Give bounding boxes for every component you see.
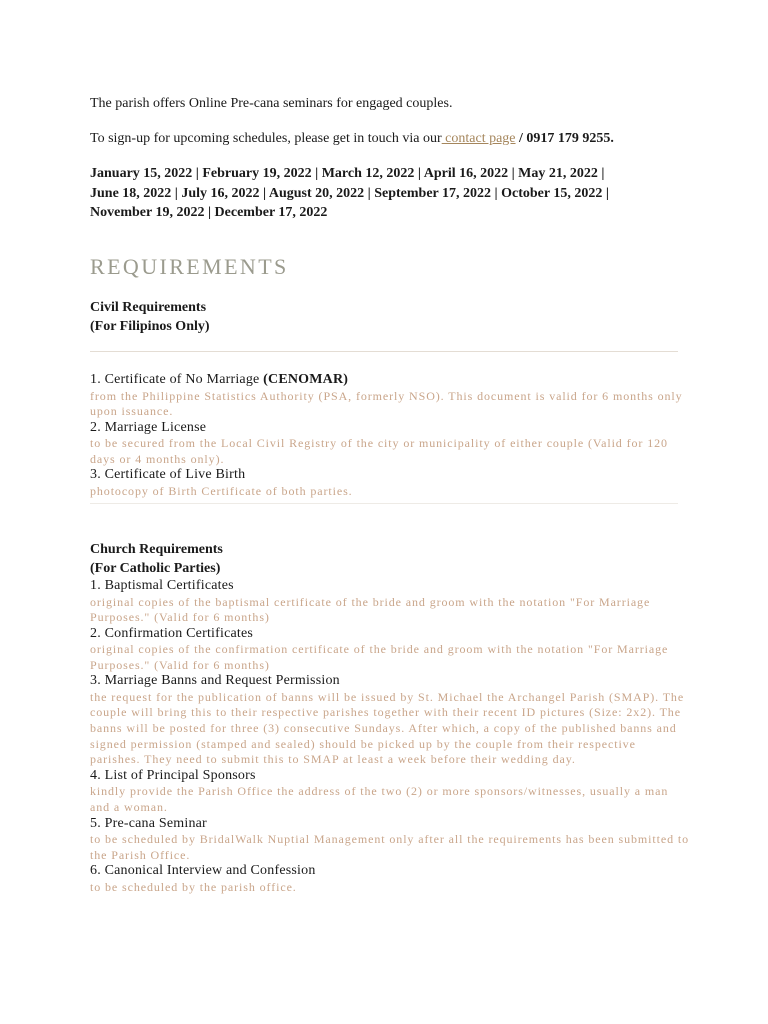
church-requirements [90,540,690,895]
church-title: Church Requirements [90,542,223,557]
seminar-dates [90,164,690,223]
requirements-heading: REQUIREMENTS [90,254,289,279]
church-subtitle: (For Catholic Parties) [90,561,221,576]
list-item-desc: from the Philippine Statistics Authority (PSA, formerly NSO). This document is valid for 6 months only upon issuance. [90,388,683,419]
list-item-title: 6. Canonical Interview and Confession [90,863,316,879]
list-item-desc: to be scheduled by the parish office. [90,879,297,894]
list-item-desc: original copies of the baptismal certificate of the bride and groom with the notation "For Marriage Purposes." (Valid for 6 months) [90,594,651,625]
list-item-title: 3. Marriage Banns and Request Permission [90,673,340,689]
intro-text: The parish offers Online Pre-cana seminars for engaged couples. [90,96,453,111]
list-item-desc: the request for the publication of banns will be issued by St. Michael the Archangel Parish (SMAP). The couple will bring this to their respective parishes together with their recent ID pictures (Size: 2x2). The banns will be posted for three (3) consecutive Sundays. After which, a copy of the published banns and signed permission (stamped and sealed) should be picked up by the couple from their respective parishes. They need to submit this to SMAP at least a week before their wedding day. [90,689,685,767]
list-item-title: 3. Certificate of Live Birth [90,467,246,483]
list-item-desc: to be scheduled by BridalWalk Nuptial Management only after all the requirements has been submitted to the Parish Office. [90,832,690,862]
dates-line: January 15, 2022 | February 19, 2022 | March 12, 2022 | April 16, 2022 | May 21, 2022 | [90,166,605,181]
civil-title: Civil Requirements [90,300,207,315]
list-item-desc: to be secured from the Local Civil Registry of the city or municipality of either couple (Valid for 120 days or 4 months only). [90,436,668,466]
divider [90,503,678,504]
list-item-title: 2. Marriage License [90,419,207,435]
list-item-title: 5. Pre-cana Seminar [90,815,207,831]
list-item-title: 1. Baptismal Certificates [90,578,234,593]
dates-line: November 19, 2022 | December 17, 2022 [90,205,328,220]
list-item-title: 4. List of Principal Sponsors [90,767,256,783]
list-item-title: 2. Confirmation Certificates [90,625,254,641]
divider [90,351,678,352]
list-item-desc: kindly provide the Parish Office the address of the two (2) or more sponsors/witnesses, usually a man and a woman. [90,784,669,814]
civil-requirements-list [90,372,690,499]
list-item-desc: photocopy of Birth Certificate of both parties. [90,483,353,498]
list-item-title: 1. Certificate of No Marriage (CENOMAR) [90,372,349,387]
dates-line: June 18, 2022 | July 16, 2022 | August 20, 2022 | September 17, 2022 | October 15, 2022 | [90,185,609,201]
contact-page-link[interactable]: contact page [441,131,516,146]
signup-prefix: To sign-up for upcoming schedules, please get in touch via our [90,131,442,146]
civil-requirements-header [90,298,210,336]
civil-subtitle: (For Filipinos Only) [90,319,210,334]
phone-number: / 0917 179 9255. [515,131,614,146]
signup-text [90,129,690,148]
list-item-desc: original copies of the confirmation certificate of the bride and groom with the notation "For Marriage Purposes." (Valid for 6 months) [90,642,669,672]
